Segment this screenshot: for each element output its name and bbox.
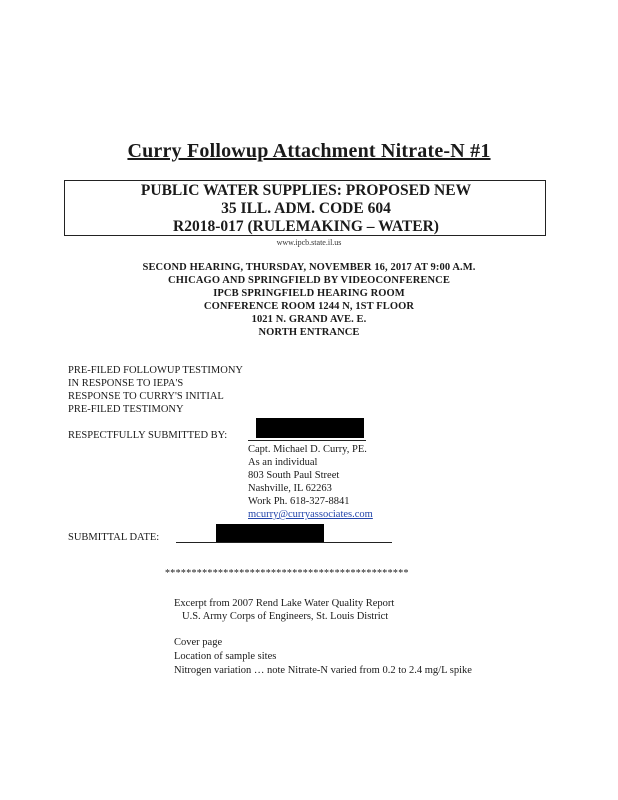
hearing-line-3: IPCB SPRINGFIELD HEARING ROOM <box>213 288 405 299</box>
prefiled-line-1: PRE-FILED FOLLOWUP TESTIMONY <box>68 365 243 376</box>
contact-email-link[interactable]: mcurry@curryassociates.com <box>248 509 373 520</box>
excerpt-line-2: U.S. Army Corps of Engineers, St. Louis District <box>182 611 389 622</box>
prefiled-line-3: RESPONSE TO CURRY'S INITIAL <box>68 391 224 402</box>
hearing-line-1: SECOND HEARING, THURSDAY, NOVEMBER 16, 2017 AT 9:00 A.M. <box>142 262 476 273</box>
header-box-line-1: PUBLIC WATER SUPPLIES: PROPOSED NEW <box>140 182 472 199</box>
submittal-date-label: SUBMITTAL DATE: <box>68 532 160 543</box>
header-box-line-2: 35 ILL. ADM. CODE 604 <box>221 200 391 217</box>
excerpt-item-1: Cover page <box>174 637 223 648</box>
prefiled-line-4: PRE-FILED TESTIMONY <box>68 404 184 415</box>
document-title: Curry Followup Attachment Nitrate-N #1 <box>127 140 491 162</box>
signature-line <box>248 440 366 441</box>
contact-name: Capt. Michael D. Curry, PE. <box>248 444 367 455</box>
star-divider: ********************************************** <box>165 568 409 579</box>
hearing-line-2: CHICAGO AND SPRINGFIELD BY VIDEOCONFERENCE <box>168 275 450 286</box>
submitted-by-label: RESPECTFULLY SUBMITTED BY: <box>68 430 228 441</box>
hearing-line-4: CONFERENCE ROOM 1244 N, 1ST FLOOR <box>203 301 415 312</box>
excerpt-item-3: Nitrogen variation … note Nitrate-N varied from 0.2 to 2.4 mg/L spike <box>174 665 472 676</box>
hearing-line-5: 1021 N. GRAND AVE. E. <box>251 314 367 325</box>
contact-city: Nashville, IL 62263 <box>248 483 332 494</box>
redacted-date <box>216 524 324 542</box>
excerpt-line-1: Excerpt from 2007 Rend Lake Water Quality Report <box>174 598 395 609</box>
contact-street: 803 South Paul Street <box>248 470 340 481</box>
prefiled-line-2: IN RESPONSE TO IEPA'S <box>68 378 184 389</box>
header-box-line-3: R2018-017 (RULEMAKING – WATER) <box>173 218 439 235</box>
website-url: www.ipcb.state.il.us <box>276 238 342 247</box>
contact-role: As an individual <box>248 457 318 468</box>
excerpt-item-2: Location of sample sites <box>174 651 277 662</box>
hearing-line-6: NORTH ENTRANCE <box>258 327 360 338</box>
redacted-signature <box>256 418 364 438</box>
submittal-date-line <box>176 542 392 543</box>
contact-phone: Work Ph. 618-327-8841 <box>248 496 350 507</box>
